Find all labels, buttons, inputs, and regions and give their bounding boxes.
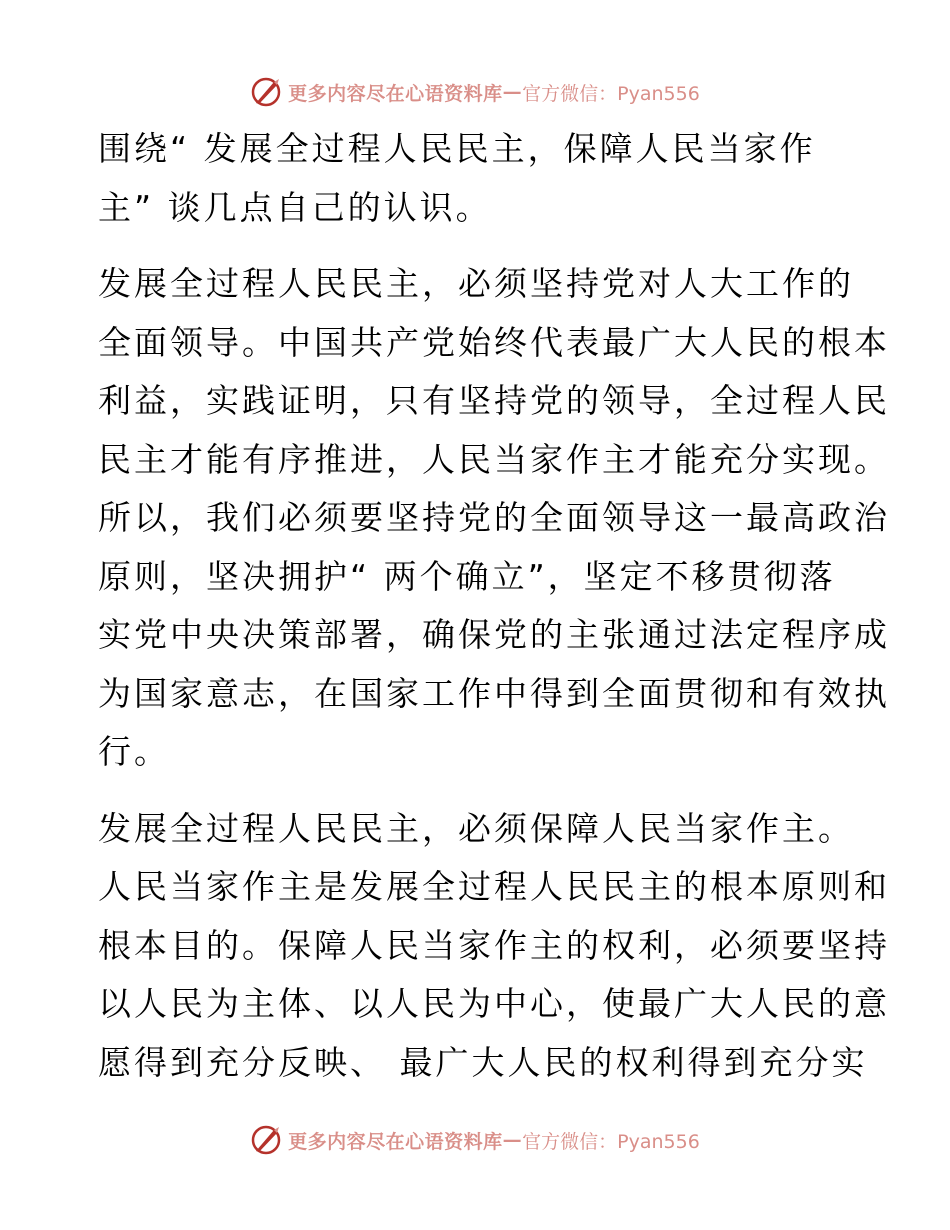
banner-wechat-id: 官方微信：Pyan556 <box>522 82 700 105</box>
banner-separator: — <box>502 1129 523 1151</box>
paragraph-line: 全面领导。中国共产党始终代表最广大人民的根本 <box>98 322 890 362</box>
quill-seal-logo-icon <box>250 1124 282 1156</box>
title-line: 围绕“ 发展全过程人民民主，保障人民当家作 <box>98 129 816 168</box>
document-title <box>98 120 858 237</box>
banner-separator: — <box>502 81 523 103</box>
paragraph-2 <box>98 800 890 1093</box>
paragraph-line: 民主才能有序推进，人民当家作主才能充分实现。 <box>98 439 890 479</box>
paragraph-1 <box>98 255 890 782</box>
paragraph-line: 所以，我们必须要坚持党的全面领导这一最高政治 <box>98 498 890 537</box>
paragraph-line: 愿得到充分反映、 最广大人民的权利得到充分实 <box>98 1042 868 1082</box>
paragraph-line: 人民当家作主是发展全过程人民民主的根本原则和 <box>98 867 890 906</box>
paragraph-line: 发展全过程人民民主，必须保障人民当家作主。 <box>98 808 854 848</box>
banner-title: 更多内容尽在心语资料库 <box>288 1130 503 1153</box>
paragraph-line: 利益，实践证明，只有坚持党的领导，全过程人民 <box>98 381 890 420</box>
paragraph-line: 原则，坚决拥护“ 两个确立”，坚定不移贯彻落 <box>98 556 836 596</box>
banner-title: 更多内容尽在心语资料库 <box>288 82 503 105</box>
paragraph-line: 实党中央决策部署，确保党的主张通过法定程序成 <box>98 615 890 654</box>
title-line: 主” 谈几点自己的认识。 <box>98 187 492 227</box>
paragraph-line: 为国家意志，在国家工作中得到全面贯彻和有效执 <box>98 673 890 713</box>
footer-banner <box>0 1120 950 1160</box>
header-banner <box>0 72 950 112</box>
paragraph-line: 行。 <box>98 732 170 771</box>
banner-wechat-id: 官方微信：Pyan556 <box>522 1130 700 1153</box>
document-body <box>98 120 890 1092</box>
paragraph-line: 发展全过程人民民主，必须坚持党对人大工作的 <box>98 264 854 303</box>
paragraph-line: 根本目的。保障人民当家作主的权利，必须要坚持 <box>98 925 890 965</box>
paragraph-line: 以人民为主体、以人民为中心，使最广大人民的意 <box>98 984 890 1023</box>
quill-seal-logo-icon <box>250 76 282 108</box>
